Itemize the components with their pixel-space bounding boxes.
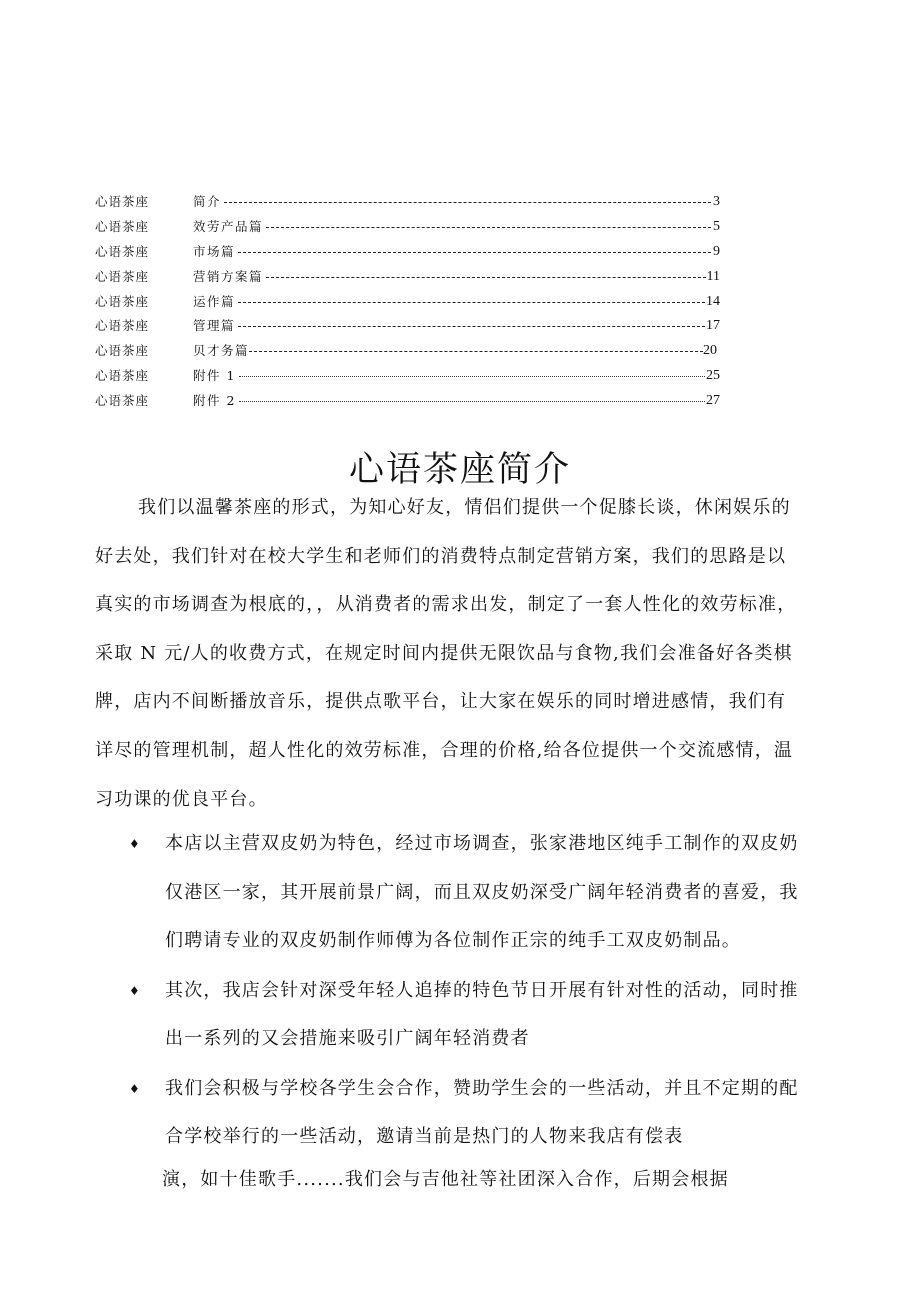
- toc-entry[interactable]: [95, 364, 720, 389]
- toc-prefix: 心语茶座: [95, 343, 150, 359]
- toc-leader: [266, 227, 711, 228]
- toc-leader: [238, 252, 711, 253]
- toc-label: 简介: [193, 194, 222, 210]
- paragraph-line: 详尽的管理机制，超人性化的效劳标准，合理的价格,给各位提供一个交流感情，温: [95, 739, 794, 761]
- toc-leader: [238, 302, 705, 303]
- toc-entry[interactable]: [95, 190, 720, 215]
- toc-page-number: 17: [706, 318, 720, 334]
- toc-label: 运作篇: [193, 293, 236, 309]
- toc-page-number: 25: [706, 367, 720, 383]
- bullet-line: 仅港区一家，其开展前景广阔，而且双皮奶深受广阔年轻消费者的喜爱，我: [165, 881, 799, 903]
- toc-prefix: 心语茶座: [95, 194, 150, 210]
- toc-label: 市场篇: [193, 243, 236, 259]
- toc-leader: [249, 351, 703, 352]
- toc-entry[interactable]: [95, 264, 720, 289]
- toc-leader: [266, 277, 706, 278]
- toc-label: 管理篇: [193, 318, 236, 334]
- toc-label: 效劳产品篇: [193, 219, 264, 235]
- bullet-line: 们聘请专业的双皮奶制作师傅为各位制作正宗的纯手工双皮奶制品。: [165, 930, 741, 951]
- toc-leader: [239, 401, 705, 402]
- bullet-line: 合学校举行的一些活动，邀请当前是热门的人物来我店有偿表: [165, 1126, 684, 1147]
- toc-prefix: 心语茶座: [95, 268, 150, 284]
- paragraph-line: 习功课的优良平台。: [95, 788, 268, 810]
- toc-entry[interactable]: [95, 314, 720, 339]
- toc-page-number: 5: [713, 219, 720, 235]
- page-title: 心语茶座简介: [348, 450, 571, 491]
- intro-paragraph: [95, 484, 830, 824]
- toc-entry[interactable]: [95, 289, 720, 314]
- toc-leader: [239, 376, 705, 377]
- toc-label: 营销方案篇: [193, 268, 264, 284]
- toc-prefix: 心语茶座: [95, 219, 150, 235]
- toc-prefix: 心语茶座: [95, 318, 150, 334]
- paragraph-line: 采取 N 元/人的收费方式，在规定时间内提供无限饮品与食物,我们会准备好各类棋: [95, 642, 793, 664]
- toc-page-number: 11: [706, 268, 720, 284]
- toc-label: 贝才务篇: [193, 343, 250, 359]
- bullet-line: 其次，我店会针对深受年轻人追捧的特色节日开展有针对性的活动，同时推: [165, 979, 799, 1001]
- toc-leader: [238, 326, 705, 327]
- toc-page-number: 14: [706, 293, 720, 309]
- diamond-bullet-icon: ♦: [129, 837, 141, 851]
- paragraph-line: 真实的市场调查为根底的，，从消费者的需求出发，制定了一套人性化的效劳标准，: [95, 594, 797, 616]
- toc-page-number: 9: [713, 243, 720, 259]
- toc-page-number: 20: [703, 343, 717, 359]
- toc-label: 附件 1: [193, 367, 236, 383]
- toc-entry[interactable]: [95, 388, 720, 413]
- toc-prefix: 心语茶座: [95, 243, 150, 259]
- diamond-bullet-icon: ♦: [129, 1081, 141, 1096]
- toc-entry[interactable]: [95, 339, 717, 364]
- bullet-item: [128, 967, 838, 1064]
- paragraph-line: 我们以温馨茶座的形式，为知心好友，情侣们提供一个促膝长谈，休闲娱乐的: [138, 497, 791, 518]
- bullet-item: [128, 1065, 838, 1162]
- toc-leader: [224, 202, 711, 203]
- paragraph-line: 牌，店内不间断播放音乐，提供点歌平台，让大家在娱乐的同时增进感情，我们有: [95, 691, 787, 713]
- toc-entry[interactable]: [95, 240, 720, 265]
- bullet-line: 本店以主营双皮奶为特色，经过市场调查，张家港地区纯手工制作的双皮奶: [165, 833, 799, 854]
- paragraph-line: 好去处，我们针对在校大学生和老师们的消费特点制定营销方案，我们的思路是以: [95, 545, 787, 567]
- toc-prefix: 心语茶座: [95, 293, 150, 309]
- toc-page-number: 27: [706, 392, 720, 408]
- diamond-bullet-icon: ♦: [129, 983, 141, 998]
- table-of-contents: [95, 190, 720, 413]
- continuation-line: 演，如十佳歌手.......我们会与吉他社等社团深入合作，后期会根据: [162, 1169, 729, 1190]
- bullet-line: 出一系列的又会措施来吸引广阔年轻消费者: [165, 1028, 530, 1049]
- bullet-item: [128, 820, 838, 966]
- toc-prefix: 心语茶座: [95, 392, 150, 408]
- toc-page-number: 3: [713, 194, 720, 210]
- toc-entry[interactable]: [95, 215, 720, 240]
- toc-prefix: 心语茶座: [95, 367, 150, 383]
- bullet-line: 我们会积极与学校各学生会合作，赞助学生会的一些活动，并且不定期的配: [165, 1077, 799, 1099]
- feature-bullet-list: [128, 820, 838, 1163]
- toc-label: 附件 2: [193, 392, 236, 408]
